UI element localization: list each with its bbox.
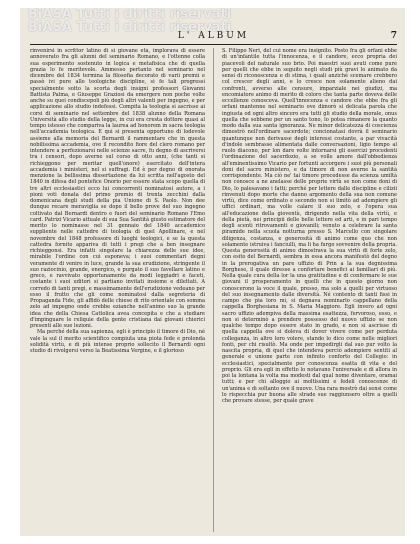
left-column: [30, 48, 205, 532]
watermark-line: BiASA Tutti i diritti riservati: [28, 20, 232, 35]
journal-title: L' ALBUM: [177, 31, 250, 41]
watermark-line: BiASA Tutti i diritti riservati: [28, 8, 232, 22]
scanned-page: [20, 8, 405, 536]
right-column: [222, 48, 397, 532]
page-number: 7: [390, 31, 397, 41]
column-divider: [213, 48, 214, 532]
body-paragraph: rinvenirsi in scrittor latino di si giovane età, implorava di essere annoverato fra gli alunni del seminario Romano, e l'ottenne colla sua esperimento sostenuto in logica e metafisica che di quella grazia lo fe meritevole. Ammesso pertanto nel seminario nel dicembre del 1834 termina la filosofia decorato di varii premii e passò ivi pure allo teologiche discipline, si fe tali progressi specialmente sotto la scorta degli insigni professori Giovanni Battista Palma, e Giuseppe Graziosi da emergere non poche volte anche su quei condiscepoli più degli altri valenti per ingegno, e per applicazione allo studio indefessi. Compita la teologia si ascrisse ai corsi di seminario nel settembre del 1838 alunno della Romana Università allo studio della legge, in cui era cresta dottore quasi al tempo istesso che compariva la laurea ad honorem in sacra teologia nell'accademia teologica. E qui si presenta opportuno di lodevole assieme alla memoria del Bernardi il rammentare che in questa nobilissima accademia, ove il recondito fiore del clero romano per intendere a perfezionarsi nelle scienze sacre, fu degno di ascriversi tra i censori, dopo averne sul corso di otto anni, (che tanti si richieggono per meritar quell'onore) esercitato dell'intera accademia i ministeri, nel si suffragi. Ed è per degno di onorata menzione la bellissima dissertazione da lui scritta nell'agosto del 1840 in difesa del pontefice Onorio per essere stata scopo quella di tre altri ecclesiastici ecco lui concorrenti nominatosi autore, a i pioni voti donata del primo premio di trenta zecchini dalla domenicana degli studi della pia Unione di S. Paolo. Non dee dunque recare meraviglia se dopo il bello prove del suo ingegno coltivato dal Bernardi dentro e fuori del seminario Romano l'Emo card. Patrizi Vicario attuale di sua Sua Santità giusto estimatore del merito lo nominasse nel 31 gennaio del 1840 accademico suppliente nelle cattedre di teologia di quel Apollinare, e nel novembre del 1848 professore di luoghi teologici, e se la questa cattedra fornito appariva di tutti i pregi che a ben insegnare richieggonsi. Era infatti singolare la chiarezza delle sue idee, mirabile l'ordine con cui esponeva; i suoi commentari degni veramente di venire in luce, grande la sua erudizione, stringente il suo raziocinio, grande, energico, e purgato il suo favellare latino e greco, e ravvivato opportunamente da modi leggiadri e faceti, costante i suoi uditori si partiano invitati insieme e dilettati. A corredo di tanti pregi, e massimamente dell'erudizione vedeano per esso il frutto che gli come nominatosi dalla segreteria di Propaganda Fide, gli affidò delle chiese di rito orientale con somma zelo ad impegno onde crebbe ezianche nell'animo suo la grande idea che della Chiesa Cattolica avea concepita e che a studiare d'impinguare le reliquie della gente cristiana dai giovani chierici presenti alle sue lezioni.: [30, 48, 205, 329]
text-columns: [30, 48, 397, 532]
body-paragraph: Ma perché della sua sapienza, egli è principio il timore di Dio, né vale la sul il merito scientifico compiuta una piota fede e prolonda solidità virtù, e di più intense proprio sollecito il Bernardi ogni studio di rivolgersi verso la Beatissima Vergine, e il glorioso: [30, 329, 205, 354]
body-paragraph: S. Filippo Neri, del cui nome era insignito. Posto fra gli orfani ebbe di un'infantile tutta l'innocenza, e il candore, ecco propria dei piacevoli del naturale suo brio. Poi maestri suoi avuti come pure per quelli che ebbe in seguito negli studi più gravi lo animato da sensi di riconoscenza e di stima, i quali anziché scemare crebbero col crescer degli anni, e lo cresce non solamente alieno dai confronti, avverso alle censure, imparziale nei giudizi, ma encomiatore animo di merito di coloro che tanta parte doveva delle eccellenze conosceva. Quell'innocenza e candore che ebbe fra gli orfani mantenne nel seminario ove dimorò si delicata parola che ingiusta od ogni altro sincero era tutti gli studio della morale, onus quella che sebbene per un santo tono, lo potea rimanere la quanto modo dalla sua santa ignoranza. Ne minor delicatezza di coscienza dimostrò nell'ordinare sacerdote; concionatasi dovrà il seminario quantunque non derivasse degli interessi costante, a par vivacità d'indole sembrasse alimentata dalle conversazioni, ligio tempo al ruolo diacono, per lon dare volte intornarsi gli esercizi procedenti l'ordinazione del sacerdozio, a se volle amore dall'obbedienza all'eminentissimo Vicario per fortunti accorgere i suoi più personali doni del sacro ministero, e da timore di non averne la santità corrispondente. Ma ciò ne' tai timore procedesse da scienza umiltà non conosce a ne anelasse delle proprie virtù se non come doni di Dio, lo palesavano i fatti; perché per lettere dalle discipline e cilizii rinvenuti dopo morte che danno argomento della sua non comune virtù, dice come ordinato e secondo non si limitò ad adempiere gli uffici ordinari, ma volle calare il suo zelo, e l'opera sua all'educazione della gioventù, dirigendo nella vita della virtù, e della pietà, nei principii delle belle lettere ed arti, e in pari tempo degli scenti ritrovamenti e giovanili; venuto a celebrare la santa piramide nella scuola notturna presso S. Marcello con singolare diligenza, costanza, e generosità di animo come quo che non solamente istruiva i fanciulli, ma li ha furgo sovvenire della propria. Questa generosità di animo dimostrava la sua virtù di forte zelo, con esito del Bernardi, sembra in essa ancora manifestò del degno in la prerogativa un pare uffizio di Prin a la sua degnissima Borghese, il quale diresse a confortare benefici ai familiari di più. Nella quale cura della lor la una gratitudine e di confermare le sue giovani il prosperamento in quelli che in questo giorno non conoscerono la voce il quale, presso, ma solo a quelli per virtuoso del suo insegnamento dalle diversità. Né contento di tanti fissi in campo che pia loro mi, si degnava nominarlo cappellano della cappella Borghesiana in S. Maria Maggiore. Egli invero ad ogni sacro uffizio adempiva della massima esattezza, fervoroso, esso, e non si determinò a prendere possesso del nuovo uffizio se non qualche tempo dopo essere stato in grado, e non si ascrisse di quella cappella ove si doleva di dover vivere come per perduta colleganza, in altro loro volere, stando lo dico come nelle migliori fonti, per chi risultò. Ma onde per impedirgli dal suo pur volto la nascita propria, di quel che intendeva perciò adempiere sentiti al generale e unione parte con infinito conforto del Collegio: in ecclesiastici, specialmente per conoscenza esatta di vita e del proprio. Gli era egli in effetto lo notavano l'universale e di allora in poi la lontana la volta ma modesti dal qual nome diventare, oramai tutti; e per chi alloggio ai moltissimi e fedeli conoscenze di un'anima e di soltanto ove il nuovo. Una rara mostrò dai sensi come lo rispecchia pur buona alle strade sue raggiunsero oltre a quelli che provare stesse, per quale grave: [222, 48, 397, 404]
page-header: [30, 32, 397, 45]
